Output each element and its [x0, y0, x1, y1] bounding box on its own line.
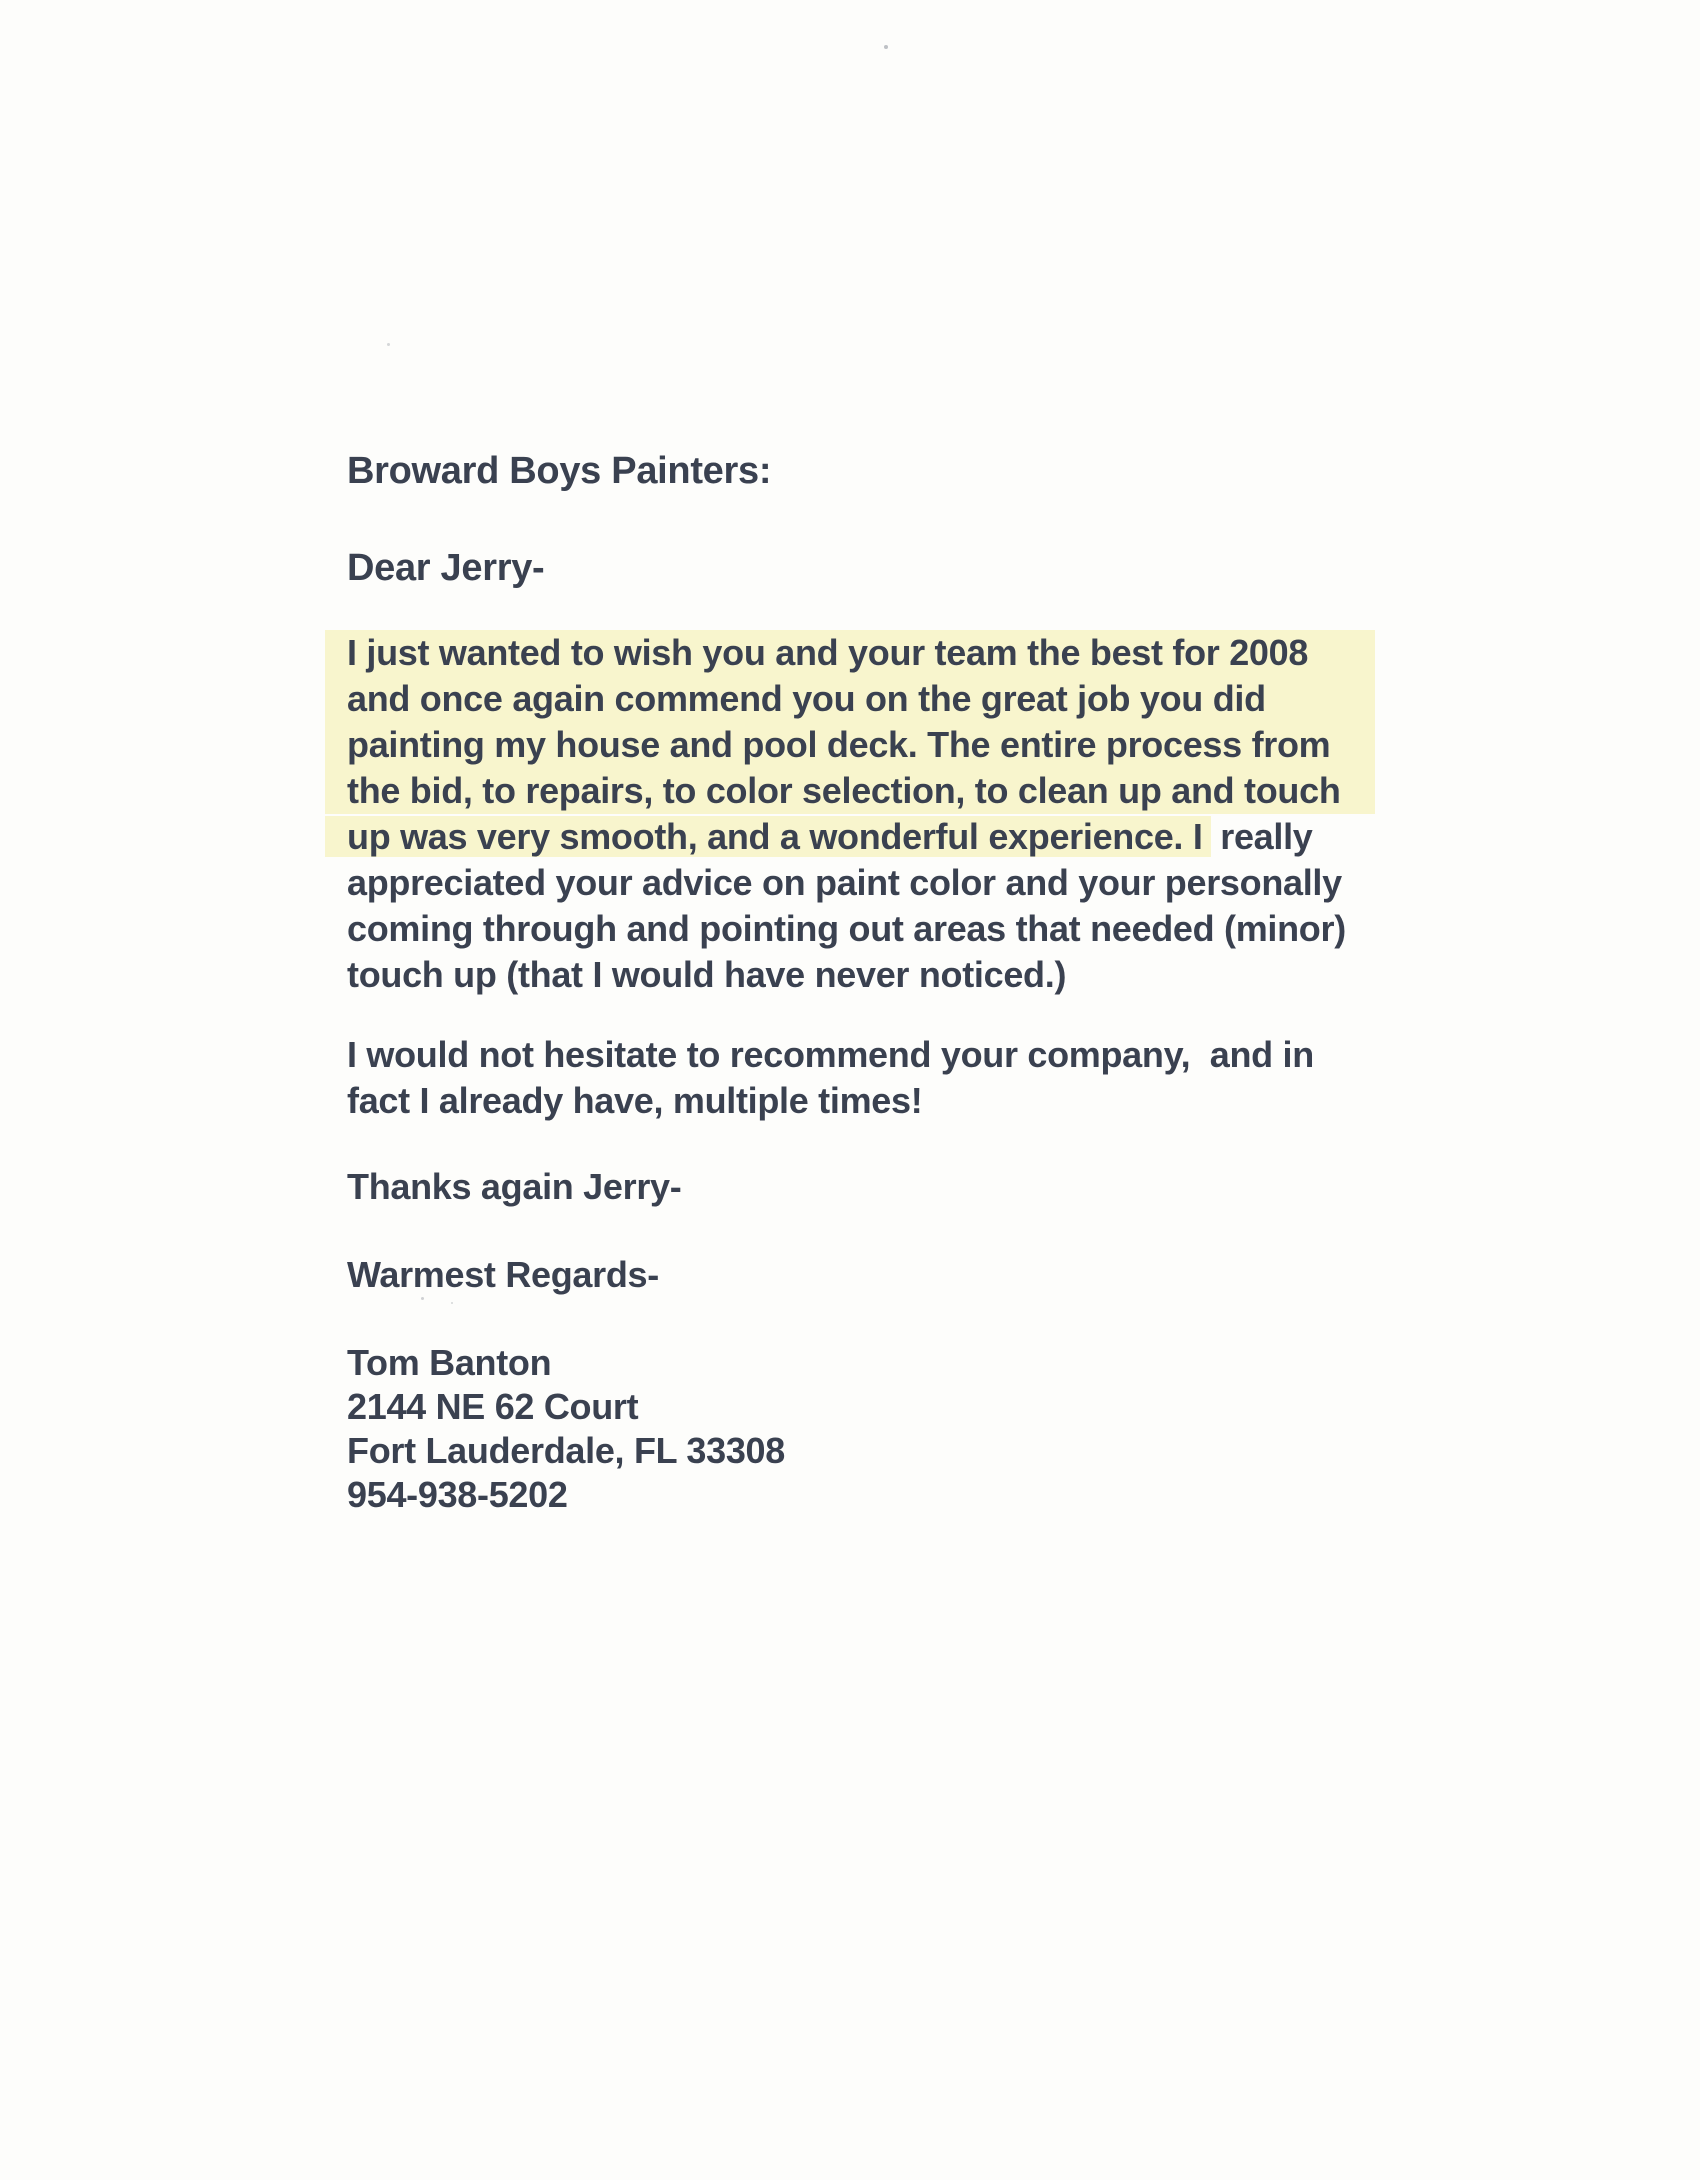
scan-speck [387, 343, 390, 346]
highlighted-text: up was very smooth, and a wonderful experience. I [325, 816, 1211, 857]
salutation-line: Dear Jerry- [347, 547, 545, 589]
letter-line: Tom Banton [347, 1342, 552, 1383]
letter-line: I just wanted to wish you and your team the best for 2008 [325, 630, 1375, 676]
letter-line: and once again commend you on the great job you did [325, 676, 1375, 722]
letter-line: painting my house and pool deck. The entire process from [325, 722, 1375, 768]
thanks-line: Thanks again Jerry- [347, 1166, 682, 1207]
letter-line: I would not hesitate to recommend your company, and in [347, 1034, 1314, 1075]
letter-line [347, 814, 1375, 860]
body-paragraph-2 [347, 1032, 1314, 1124]
letter-line: Fort Lauderdale, FL 33308 [347, 1430, 785, 1471]
letter-line: the bid, to repairs, to color selection, to clean up and touch [325, 768, 1375, 814]
letter-line: coming through and pointing out areas that needed (minor) [347, 908, 1346, 949]
letter-line: fact I already have, multiple times! [347, 1080, 923, 1121]
recipient-line: Broward Boys Painters: [347, 450, 772, 492]
letter-line: 2144 NE 62 Court [347, 1386, 639, 1427]
letter-line: touch up (that I would have never noticed.) [347, 954, 1067, 995]
plain-text: really [1210, 816, 1313, 857]
letter-line: 954-938-5202 [347, 1474, 568, 1515]
scan-speck [421, 1297, 424, 1300]
body-paragraph-1 [347, 630, 1375, 998]
signature-block [347, 1341, 785, 1517]
closing-line: Warmest Regards- [347, 1254, 659, 1295]
scan-speck [884, 45, 888, 49]
letter-line: appreciated your advice on paint color and your personally [347, 862, 1342, 903]
scan-speck [451, 1302, 453, 1304]
